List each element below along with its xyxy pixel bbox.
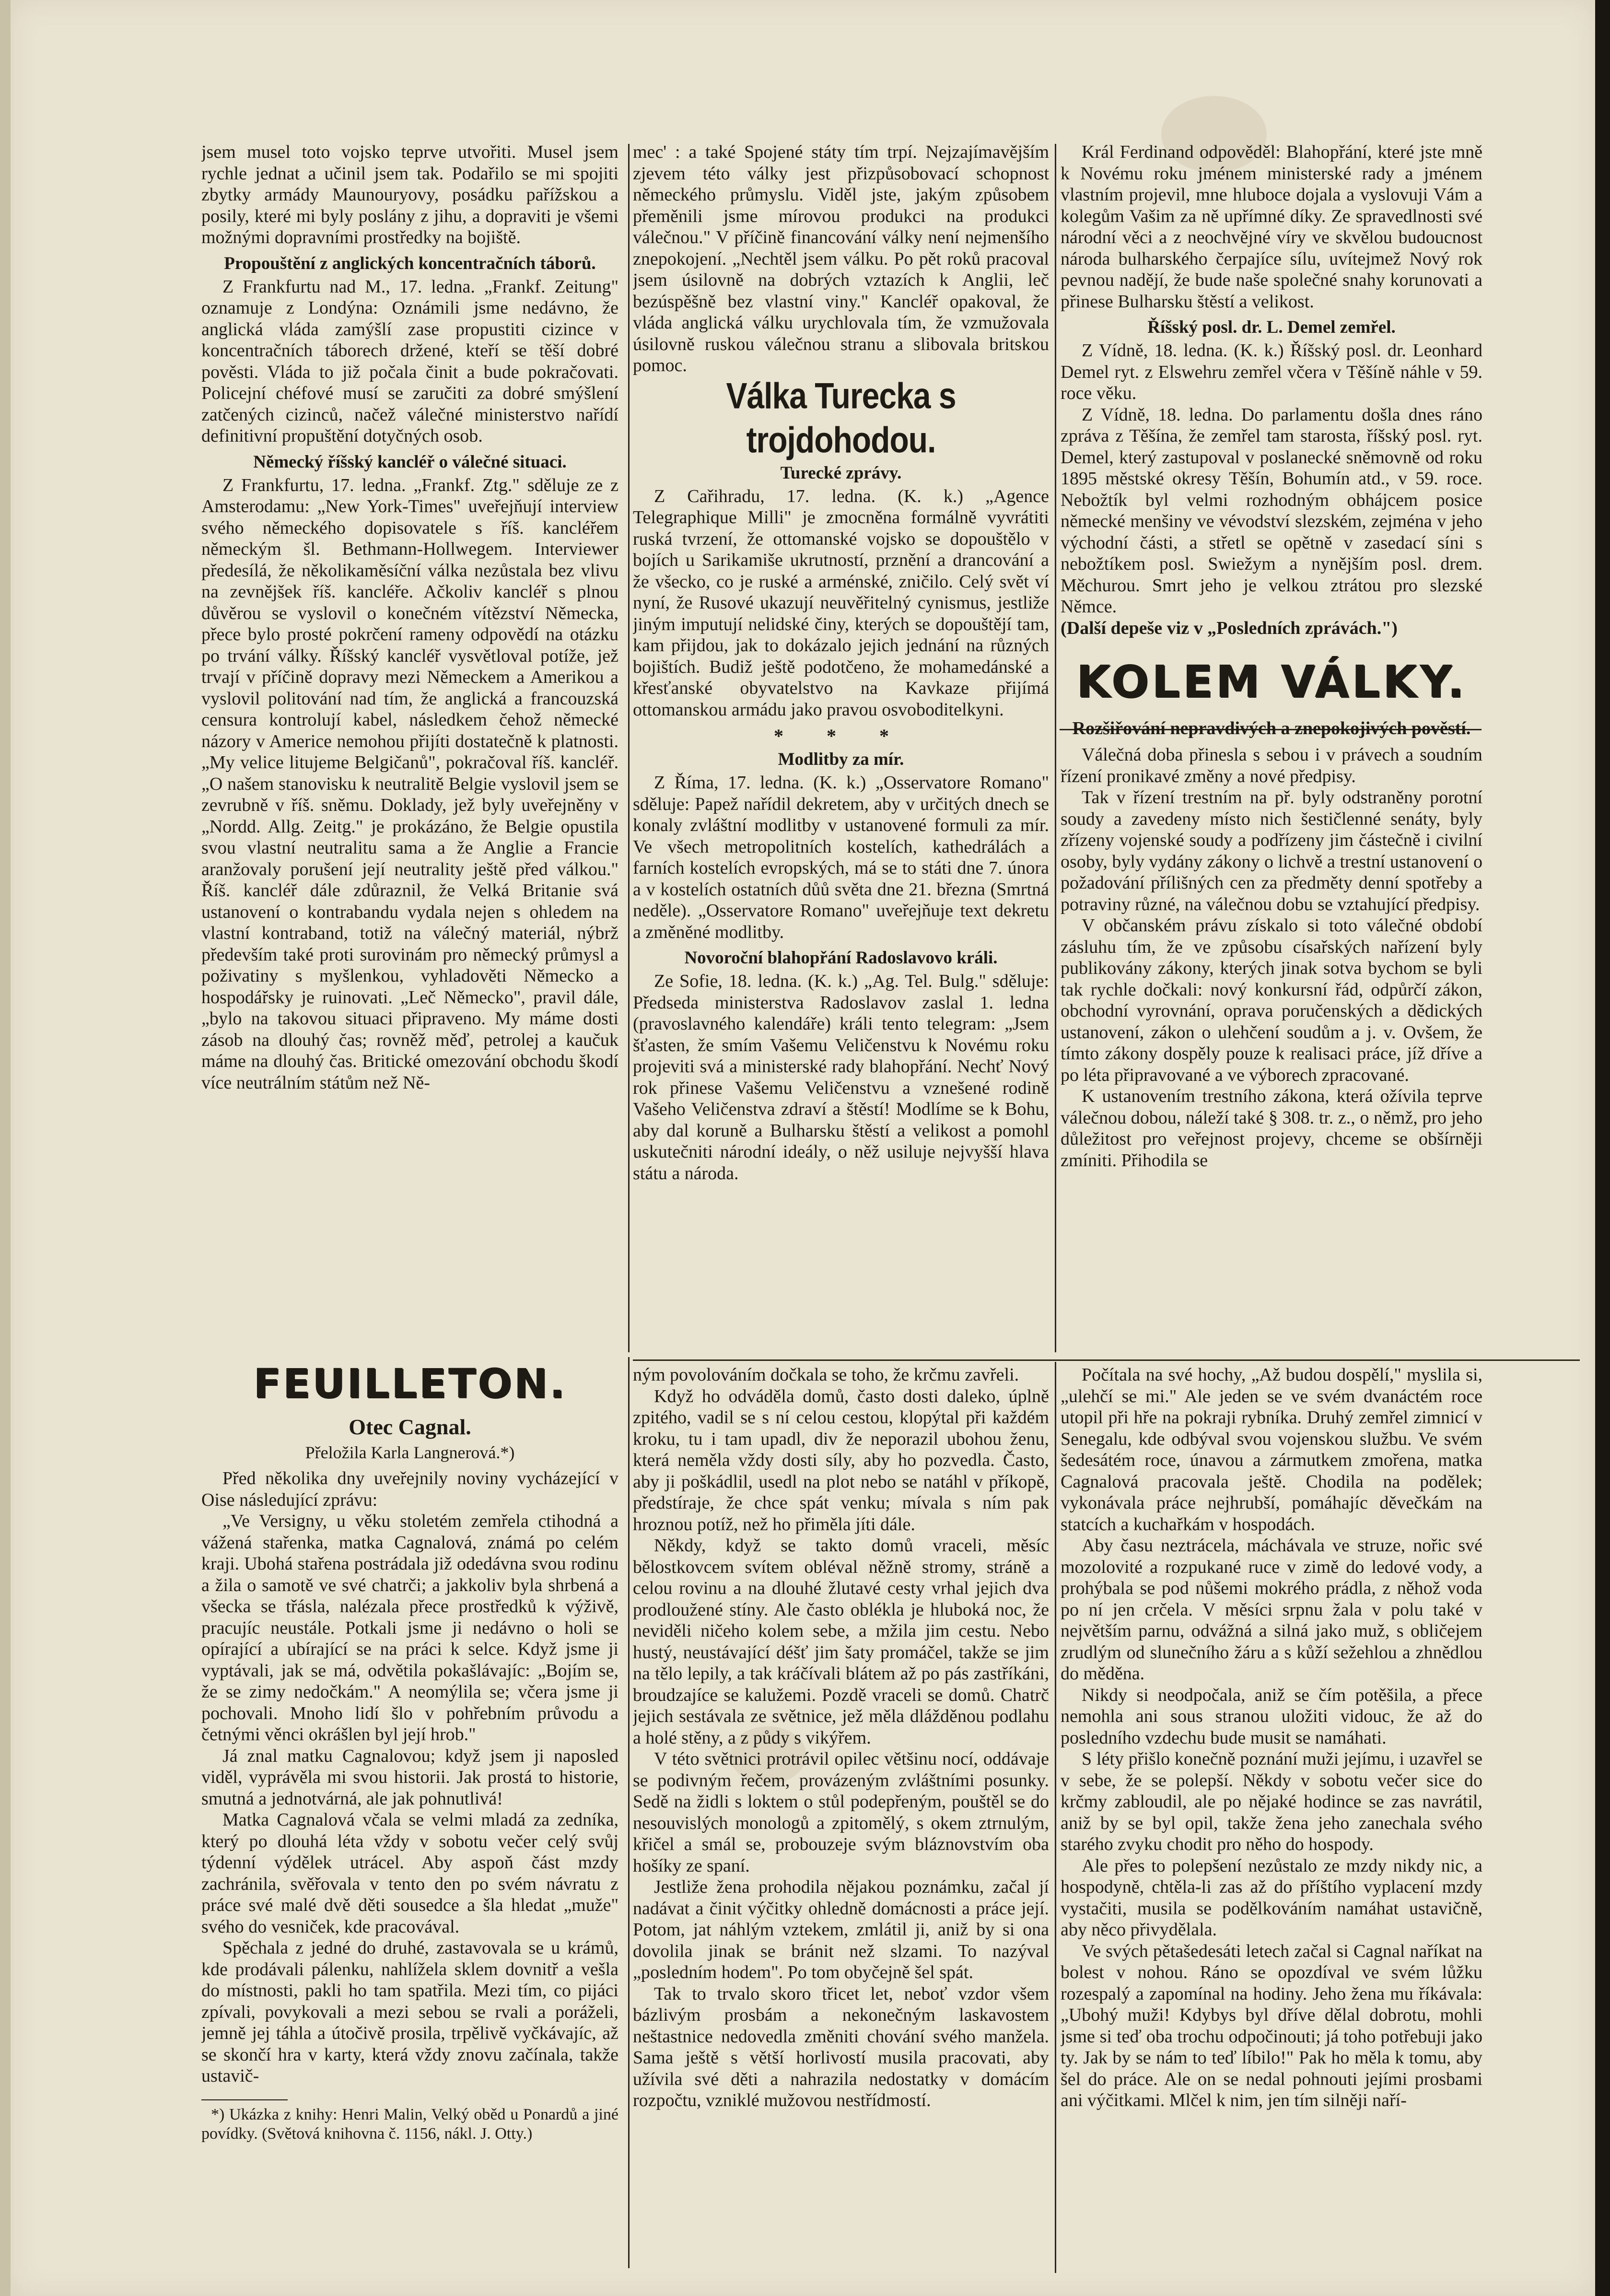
story-text: Nikdy si neodpočala, aniž se čím potěšila, a přece nemohla ani sous stranou uložiti vidouc, že až do posledního vzdechu bude musit se namáhati. — [1061, 1685, 1482, 1748]
story-text: „Ve Versigny, u věku stoletém zemřela ctihodná a vážená stařenka, matka Cagnalová, známá po celém kraji. Ubohá stařena postrádala již odedávna svou rodinu a žila o samotě ve své chatrči; a jakkoliv byla shrbená a všecka se třásla, nalézala přece prostředků k výživě, pracujíc neustále. Potkali jsme ji nedávno o holi se opírající a ubírající se na práci k selce. Když jsme ji vyptávali, jak se má, odvětila pokašlávajíc: „Bojím se, že se zimy nedočkám." A neomýlila se; včera jsme ji pochovali. Mnoho lidí šlo v pohřebním průvodu a četnými věnci okrášlen byl její hrob." — [201, 1511, 618, 1745]
headline: Modlitby za mír. — [778, 750, 904, 769]
story-text: Spěchala z jedné do druhé, zastavovala se u krámů, kde prodávali pálenku, nahlížela sklem dovnitř a vešla do místnosti, pakli ho tam spatřila. Mezi tím, co pijáci zpívali, povykovali a mezi sebou se rvali a poráželi, jemně jej táhla a útočivě prosila, trpělivě vyčkávajíc, až se skončí hra v karty, která vždy znovu začínala, takže ustavič- — [201, 1938, 618, 2086]
article-text: K ustanovením trestního zákona, která ožívila teprve válečnou dobou, náleží také § 308. tr. z., o němž, pro jeho důležitost pro veřejnost projevy, chceme se obšírněji zmíniti. Přihodila se — [1061, 1086, 1482, 1171]
article-text: Z Frankfurtu, 17. ledna. „Frankf. Ztg." sděluje ze z Amsterodamu: „New York-Times" uveřejňují interview svého německého dopisovatele s říš. kancléřem německým šl. Bethmann-Hollwegem. Interviewer předesílá, že několikaměsíční válka nezůstala bez vlivu na zevnějšek říš. kancléře. Ačkoliv kancléř s plnou důvěrou se vyslovil o konečném vítězství Německa, přece bylo prosté pokrčení rameny odpovědí na otázku po trvání války. Říšský kancléř vysvětloval potíže, jež trvají v příčině dopravy mezi Německem a Amerikou a vyslovil politování nad tím, že anglická a francouzská censura kontrolují kabel, následkem čehož německé názory v Americe nemohou přijíti dostatečně k platnosti. „My velice litujeme Belgičanů", pokračoval říš. kancléř. „O našem stanovisku k neutralitě Belgie vyslovil jsem se zevrubně v říš. sněmu. Doklady, jež byly uveřejněny v „Nordd. Allg. Zeitg." je prokázáno, že Belgie opustila svou vlastní neutralitu sama a že Anglie a Francie aranžovaly porušení její neutrality ještě před válkou." Říš. kancléř dále zdůraznil, že Velká Britanie svá ustanovení o kontrabandu vydala nejen s ohledem na vlastní kontraband, totiž na válečný materiál, nýbrž především také proti surovinám pro německý průmysl a poživatiny s myšlenkou, vyhladověti Německo a hospodářsky je ruinovati. „Leč Německo", pravil dále, „bylo na takovou situaci připraveno. My máme dosti zásob na dlouhý čas; rovněž měď, petrolej a kaučuk máme na dlouhý čas. Britické omezování obchodu škodí více neutrálním státům než Ně- — [201, 475, 618, 1093]
headline: Říšský posl. dr. L. Demel zemřel. — [1147, 317, 1396, 337]
headline: Rozšiřování nepravdivých a znepokojivých pověstí. — [1072, 718, 1471, 738]
article-text: V občanském právu získalo si toto válečné období zásluhu tím, že ve způsobu císařských nařízení byly publikovány zákony, kterých jinak sotva bychom se byli tak rychle dočkali: nový konkursní řád, odpůrčí zákon, obchodní vyrovnání, oprava poručenských a dědických ustanovení, zákon o ulehčení soudům a j. v. Ovšem, že tímto zákony dospěly pouze k realisaci práce, jíž dříve a po léta připravované a ve výborech zpracované. — [1061, 915, 1482, 1085]
article-text: Válečná doba přinesla s sebou i v právech a soudním řízení pronikavé změny a nové předpisy. — [1061, 745, 1482, 786]
article-text: Král Ferdinand odpověděl: Blahopřání, které jste mně k Novému roku jménem ministerské rady a jménem vlastním projevil, mne hluboce dojala a vyslovuji Vám a kolegům Vašim za ně upřímné díky. Ze spravedlnosti své národní věci a z neochvějné víry ve skvělou budoucnost národa bulharského čerpajíce sílu, uvítejmež Nový rok pevnou nadějí, že bude naše společné snahy korunovati a přinese Bulharsku štěstí a velikost. — [1061, 142, 1482, 312]
article-text: Z Vídně, 18. ledna. Do parlamentu došla dnes ráno zpráva z Těšína, že zemřel tam starosta, říšský posl. ryt. Demel, který zastupoval v poslanecké sněmovně od roku 1895 městské okresy Těšín, Bohumín atd., v 59. roce. Nebožtík byl velmi rozhodným obhájcem posice německé menšiny ve vévodství slezském, zejména v jeho východní části, a střetl se opětně v zasedací síni s nebožtíkem posl. Swiežym a nynějším posl. drem. Měchurou. Smrt jeho je velkou ztrátou pro slezské Němce. — [1061, 404, 1482, 617]
section-masthead: KOLEM VÁLKY. — [1076, 656, 1467, 707]
article-text: Tak v řízení trestním na př. byly odstraněny porotní soudy a zavedeny místo nich šestičlenné senáty, byly zřízeny vojenské soudy a podřízeny jim částečně i civilní osoby, byly vydány zákony o lichvě a trestní ustanovení o požadování přílišných cen za předměty denní spotřeby a potraviny různé, na válečnou dobu se vztahující předpisy. — [1061, 787, 1482, 914]
column-rule — [1055, 144, 1056, 1352]
section-headline: Válka Turecka s trojdohodou. — [726, 375, 956, 460]
story-text: Počítala na své hochy, „Až budou dospělí," myslila si, „ulehčí se mi." Ale jeden se ve svém dvanáctém roce utopil při hře na pokraji rybníka. Druhý zemřel zimnicí v Senegalu, kde odbýval svou vojenskou službu. Ve svém šedesátém roce, únavou a zármutkem zmořena, matka Cagnalová pracovala ještě. Chodila na podělek; vykonávala práce nejhrubší, pomáhajíc děvečkám na statcích a kuchařkám v hospodách. — [1061, 1365, 1482, 1535]
headline: Německý říšský kancléř o válečné situaci. — [253, 452, 567, 472]
feuilleton-rule — [633, 1359, 1580, 1361]
page-right-edge — [1595, 0, 1610, 2296]
footnote: *) Ukázka z knihy: Henri Malin, Velký oběd u Ponardů a jiné povídky. (Světová knihovna č. 1156, nákl. J. Otty.) — [201, 2105, 618, 2143]
story-text: V této světnici protrávil opilec většinu nocí, oddávaje se podivným řečem, provázeným zvláštními posunky. Sedě na židli s loktem o stůl podepřeným, pouštěl se do nesouvislých monologů a zpitomělý, s okem ztrnulým, křičel a smál se, probouzeje svým bláznovstvím oba hošíky ze spaní. — [633, 1749, 1049, 1876]
article-text: Z Frankfurtu nad M., 17. ledna. „Frankf. Zeitung" oznamuje z Londýna: Oznámili jsme nedávno, že anglická vláda zamýšlí zase propustiti cizince v koncentračních táborech držené, kteří se těší dobré pověsti. Vláda to již počala činit a bude pokračovati. Policejní chéfové musí se zaručiti za dobré smýšlení zatčených cizinců, načež válečné ministerstvo nařídí definitivní propuštění dotyčných osob. — [201, 276, 618, 446]
story-text: Někdy, když se takto domů vraceli, měsíc bělostkovcem svítem obléval něžně stromy, stráně a celou rovinu a na dlouhé žlutavé cesty vrhal jejich dva prodloužené stíny. Ale často oblékla je hluboká noc, že neviděli ničeho kolem sebe, a mžila jim cestu. Nebo hustý, neustávající déšť jim šaty promáčel, takže se jim na tělo lepily, a tak kráčívali blátem až po pás zastříkáni, broudzajíce se kalužemi. Pozdě vraceli se domů. Chatrč jejich sestávala ze světnice, jež měla dlážděnou podlahu a holé stěny, a z půdy s vikýřem. — [633, 1535, 1049, 1748]
column-rule — [1055, 1362, 1056, 2273]
story-text: Před několika dny uveřejnily noviny vycházející v Oise následující zprávu: — [201, 1468, 618, 1510]
story-text: Ve svých pětašedesáti letech začal si Cagnal naříkat na bolest v nohou. Ráno se opozdíval ve svém lůžku rozespalý a zapomínal na hodiny. Jeho žena mu říkávala: „Ubohý muži! Kdybys byl dříve dělal dobrotu, mohli jsme si teď oba trochu odpočinouti; já toho potřebuji jako ty. Jak by se nám to teď líbilo!" Pak ho měla k tomu, aby šel do práce. Ale on se nedal pohnouti jejími prosbami ani výčitkami. Mlčel k nim, jen tím silněji naří- — [1061, 1941, 1482, 2110]
footnote-rule — [201, 2099, 288, 2100]
headline: Novoroční blahopřání Radoslavovo králi. — [684, 948, 998, 968]
news-column-2 — [633, 141, 1049, 1350]
story-text: Já znal matku Cagnalovou; když jsem ji naposled viděl, vyprávěla mi svou historii. Jak prostá to historie, smutná a jednotvárná, ale jak pohnutlivá! — [201, 1745, 618, 1809]
headline: Propouštění z anglických koncentračních táborů. — [224, 253, 596, 273]
story-title: Otec Cagnal. — [349, 1415, 471, 1439]
story-text: Aby času neztrácela, máchávala ve struze, nořic své mozolovité a rozpukané ruce v zimě do ledové vody, a prohýbala se pod nůšemi mokrého prádla, z něhož voda po ní jen crčela. V měsíci srpnu žala v polu také v největším parnu, odvážná a silná jako muž, s obličejem zrudlým od slunečního žáru a s kůží sežehlou a zhnědlou do měděna. — [1061, 1535, 1482, 1684]
separator-stars: * * * — [774, 725, 908, 747]
story-text: Když ho odváděla domů, často dosti daleko, úplně zpitého, vadil se s ní celou cestou, klopýtal při každém kroku, tu i tam upadl, div že neporazil ubohou ženu, která neměla vždy dosti síly, aby ho pozvedla. Často, aby ji poškádlil, usedl na plot nebo se natáhl v příkopě, předstíraje, že chce spát venku; mívala s ním pak hroznou potíž, než ho přiměla jíti dále. — [633, 1386, 1049, 1535]
article-text: Z Vídně, 18. ledna. (K. k.) Říšský posl. dr. Leonhard Demel ryt. z Elswehru zemřel včera v Těšíně náhle v 59. roce věku. — [1061, 340, 1482, 403]
story-text: Ale přes to polepšení nezůstalo ze mzdy nikdy nic, a hospodyně, chtěla-li zas až do příštího vyplacení mzdy vystačiti, musila se podělkováním namáhat ustavičně, aby něco přivydělala. — [1061, 1855, 1482, 1940]
article-text: Ze Sofie, 18. ledna. (K. k.) „Ag. Tel. Bulg." sděluje: Předseda ministerstva Radoslavov zaslal 1. ledna (pravoslavného kalendáře) králi tento telegram: „Jsem šťasten, že smím Vašemu Veličenstvu k Novému roku projeviti svá a ministerské rady blahopřání. Nechť Nový rok přinese Vašemu Veličenstvu a vznešené rodině Vašeho Veličenstva zdraví a štěstí! Modlíme se k Bohu, aby dal koruně a Bulharsku štěstí a velikost a pomohl uskutečniti národní ideály, o něž usiluje nejvyšší hlava státu a národa. — [633, 971, 1049, 1183]
story-text: Matka Cagnalová včala se velmi mladá za zedníka, který po dlouhá léta vždy v sobotu večer celý svůj týdenní výdělek utrácel. Aby aspoň část mzdy zachránila, svěřovala v tento den po svém návratu z práce své malé dvě děti sousedce a šla hledat „muže" svého do vesniček, kde pracovával. — [201, 1810, 618, 1937]
story-text: ným povolováním dočkala se toho, že krčmu zavřeli. — [633, 1365, 1019, 1385]
news-column-1 — [201, 141, 618, 1350]
headline: Turecké zprávy. — [780, 463, 902, 483]
article-text: jsem musel toto vojsko teprve utvořiti. Musel jsem rychle jednat a učinil jsem tak. Podařilo se mi spojiti zbytky armády Maunouryovy, posádku pařížskou a posily, které mi byly poslány z jihu, a dopraviti je všemi možnými dopravními prostředky na bojiště. — [201, 142, 618, 247]
feuilleton-column-1 — [201, 1355, 618, 2280]
story-text: Jestliže žena prohodila nějakou poznámku, začal jí nadávat a činit výčitky ohledně domácnosti a práce její. Potom, jat náhlým vztekem, zmlátil ji, aniž by si ona dovolila jinak se bránit než slzami. To nazýval „posledním hodem". Po tom obyčejně šel spát. — [633, 1877, 1049, 1982]
page-left-edge — [0, 0, 11, 2296]
article-text: Z Říma, 17. ledna. (K. k.) „Osservatore Romano" sděluje: Papež nařídil dekretem, aby v určitých dnech se konaly zvláštní modlitby v ustanovené formuli za mír. Ve všech metropolitních kostelích, kathedrálách a farních kostelích evropských, má se to státi dne 7. února a v kostelích ostatních důů světa dne 21. března (Smrtná neděle). „Osservatore Romano" uveřejňuje text dekretu a změněné modlitby. — [633, 773, 1049, 942]
news-column-3 — [1061, 141, 1482, 1357]
feuilleton-column-2 — [633, 1364, 1049, 2280]
feuilleton-column-3 — [1061, 1364, 1482, 2280]
story-translator: Přeložila Karla Langnerová.*) — [305, 1443, 515, 1462]
column-rule — [628, 1357, 630, 2268]
see-also-note: (Další depeše viz v „Posledních zprávách.") — [1061, 618, 1398, 638]
story-text: Tak to trvalo skoro třicet let, neboť vzdor všem bázlivým prosbám a nekonečným laskavostem neštastnice nedovedla změniti chování svého manžela. Sama ještě s větší horlivostí musila pracovati, aby užívila své děti a nahrazila nedostatky v domácím rozpočtu, vzniklé mužovou nestřídmostí. — [633, 1983, 1049, 2110]
feuilleton-title: FEUILLETON. — [253, 1360, 567, 1407]
story-text: S léty přišlo konečně poznání muži jejímu, i uzavřel se v sebe, že se polepší. Někdy v sobotu večer sice do krčmy zabloudil, ale po nějaké hodince se zas navrátil, aniž by se byl opil, takže žena jeho zanechala svého starého zvyku chodit pro něho do hospody. — [1061, 1749, 1482, 1854]
article-text: mec' : a také Spojené státy tím trpí. Nejzajímavějším zjevem této války jest přizpůsobovací schopnost německého průmyslu. Viděl jste, jakým způsobem přeměnili jsme mírovou produkci na produkci válečnou." V příčině financování války není nejmenšího znepokojení. „Nechtěl jsem válku. Po pět roků pracoval jsem úsilovně na dobrých vztazích k Anglii, leč bezúspěšně bez vlastní viny." Kancléř opakoval, že vláda anglická válku urychlovala tím, že vzmužovala úsilovně ruskou válečnou stranu a slibovala britskou pomoc. — [633, 142, 1049, 375]
column-rule — [628, 144, 630, 1352]
article-text: Z Cařihradu, 17. ledna. (K. k.) „Agence Telegraphique Milli" je zmocněna formálně vyvrátiti ruská tvrzení, že ottomanské vojsko se dopouštělo v bojích u Sarikamiše ukrutností, prznění a drancování a že všecko, co je ruské a arménské, zničilo. Celý svět ví nyní, že Rusové ukazují neuvěřitelný cynismus, jestliže jiným imputují nelidské činy, kterých se dopouštějí tam, kam přijdou, jak to dokázalo jejich jednání na různých bojištích. Budiž ještě podotčeno, že mohamedánské a křesťanské obyvatelstvo na Kavkaze přijímá ottomanskou armádu jako pravou osvoboditelkyni. — [633, 486, 1049, 720]
